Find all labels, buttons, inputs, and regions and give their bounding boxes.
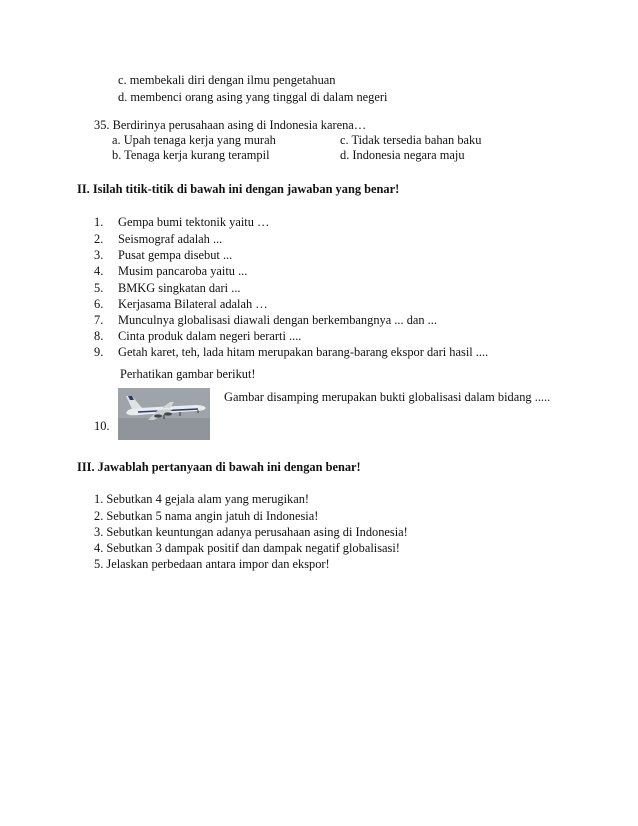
list-item: 4. Sebutkan 3 dampak positif dan dampak negatif globalisasi! (94, 541, 400, 555)
item-number: 2. (94, 232, 104, 246)
item-number: 7. (94, 313, 104, 327)
airplane-photo (118, 388, 210, 440)
list-item (94, 344, 488, 360)
q35-option-c: c. Tidak tersedia bahan baku (340, 133, 482, 147)
list-item (94, 296, 268, 312)
list-item: 1. Sebutkan 4 gejala alam yang merugikan! (94, 492, 310, 506)
q10-number: 10. (94, 419, 110, 433)
item-number: 4. (94, 264, 104, 278)
q10-prompt: Perhatikan gambar berikut! (120, 367, 256, 381)
list-item (94, 328, 301, 344)
item-text: Seismograf adalah ... (118, 232, 223, 246)
item-text: Kerjasama Bilateral adalah … (118, 297, 268, 311)
airplane-icon (118, 388, 210, 440)
item-text: Gempa bumi tektonik yaitu … (118, 215, 270, 229)
list-item: 3. Sebutkan keuntungan adanya perusahaan asing di Indonesia! (94, 525, 408, 539)
item-text: Cinta produk dalam negeri berarti .... (118, 329, 302, 343)
list-item (94, 263, 247, 279)
item-text: Munculnya globalisasi diawali dengan berkembangnya ... dan ... (118, 313, 437, 327)
item-number: 8. (94, 329, 104, 343)
list-item: 5. Jelaskan perbedaan antara impor dan ekspor! (94, 557, 330, 571)
list-item (94, 247, 232, 263)
list-item (94, 231, 222, 247)
item-text: Getah karet, teh, lada hitam merupakan barang-barang ekspor dari hasil .... (118, 345, 489, 359)
list-item: 2. Sebutkan 5 nama angin jatuh di Indonesia! (94, 509, 319, 523)
q35-option-b: b. Tenaga kerja kurang terampil (112, 148, 270, 162)
item-number: 9. (94, 345, 104, 359)
item-text: Musim pancaroba yaitu ... (118, 264, 248, 278)
item-number: 6. (94, 297, 104, 311)
list-item (94, 214, 269, 230)
q10-caption: Gambar disamping merupakan bukti globalisasi dalam bidang ..... (224, 390, 551, 404)
q35-option-a: a. Upah tenaga kerja yang murah (112, 133, 276, 147)
q34-option-d: d. membenci orang asing yang tinggal di dalam negeri (118, 90, 388, 104)
list-item (94, 312, 437, 328)
item-text: BMKG singkatan dari ... (118, 281, 241, 295)
item-text: Pusat gempa disebut ... (118, 248, 233, 262)
item-number: 5. (94, 281, 104, 295)
item-number: 3. (94, 248, 104, 262)
q35-option-d: d. Indonesia negara maju (340, 148, 465, 162)
list-item (94, 280, 241, 296)
section3-heading: III. Jawablah pertanyaan di bawah ini dengan benar! (77, 460, 361, 474)
item-number: 1. (94, 215, 104, 229)
q34-option-c: c. membekali diri dengan ilmu pengetahuan (118, 73, 336, 87)
q35-stem: 35. Berdirinya perusahaan asing di Indonesia karena… (94, 118, 367, 132)
section2-heading: II. Isilah titik-titik di bawah ini dengan jawaban yang benar! (77, 182, 400, 196)
